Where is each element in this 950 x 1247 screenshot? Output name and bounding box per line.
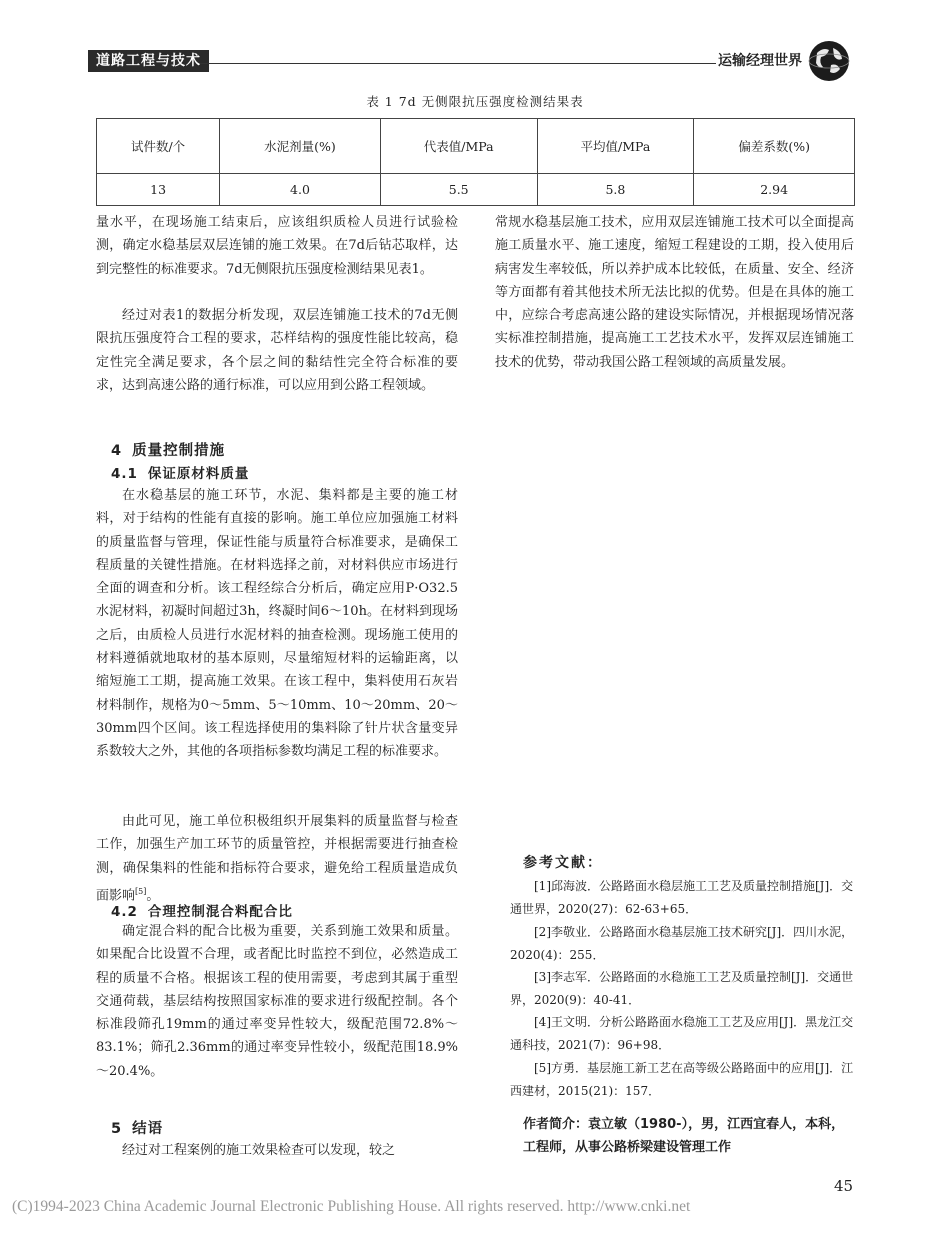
subsection-number: 4.1 <box>111 466 138 482</box>
section-number: 5 <box>111 1121 123 1137</box>
paragraph-end: 。 <box>146 888 160 904</box>
table-cell: 5.5 <box>380 174 537 206</box>
reference-item: [4]王文明．分析公路路面水稳施工工艺及应用[J]．黑龙江交通科技，2021(7)：96+98． <box>510 1015 854 1052</box>
table-cell: 5.8 <box>537 174 694 206</box>
subsection-title: 合理控制混合料配合比 <box>147 904 293 920</box>
citation-marker: [5] <box>135 886 147 896</box>
table-cell: 13 <box>97 174 220 206</box>
body-paragraph: 常规水稳基层施工技术，应用双层连铺施工技术可以全面提高施工质量水平、施工速度，缩短工程建设的工期，投入使用后病害发生率较低，所以养护成本比较低，在质量、安全、经济等方面都有着其他技术所无法比拟的优势。但是在具体的施工中，应综合考虑高速公路的建设实际情况，并根据现场情况落实标准控制措施，提高施工工艺技术水平，发挥双层连铺施工技术的优势，带动我国公路工程领域的高质量发展。 <box>495 215 854 370</box>
section-title: 结语 <box>132 1121 164 1137</box>
reference-item: [5]方勇．基层施工新工艺在高等级公路路面中的应用[J]．江西建材，2015(21)：157． <box>510 1061 854 1098</box>
reference-item: [1]邱海波．公路路面水稳层施工工艺及质量控制措施[J]．交通世界，2020(27)：62-63+65． <box>510 879 854 916</box>
body-paragraph: 量水平，在现场施工结束后，应该组织质检人员进行试验检测，确定水稳基层双层连铺的施工效果。在7d后钻芯取样，达到完整性的标准要求。7d无侧限抗压强度检测结果见表1。 <box>96 215 458 277</box>
copyright-notice: (C)1994-2023 China Academic Journal Electronic Publishing House. All rights reserved. http://www.cnki.net <box>12 1198 691 1215</box>
section-title: 质量控制措施 <box>132 443 226 459</box>
section-number: 4 <box>111 443 123 459</box>
table-cell: 4.0 <box>220 174 381 206</box>
table-cell: 2.94 <box>694 174 855 206</box>
body-paragraph: 确定混合料的配合比极为重要，关系到施工效果和质量。如果配合比设置不合理，或者配比时监控不到位，必然造成工程的质量不合格。根据该工程的使用需要，考虑到其属于重型交通荷载，基层结构按照国家标准的要求进行级配控制。各个标准段筛孔19mm的通过率变异性较大，级配范围72.8%～83.1%；筛孔2.36mm的通过率变异性较小，级配范围18.9%～20.4%。 <box>96 924 458 1079</box>
header-rule <box>200 63 716 64</box>
section-label: 道路工程与技术 <box>88 50 209 72</box>
table-header-row <box>97 119 855 174</box>
table-row <box>97 174 855 206</box>
reference-item: [2]李敬业．公路路面水稳基层施工技术研究[J]．四川水泥，2020(4)：255． <box>510 925 854 962</box>
reference-item: [3]李志军．公路路面的水稳施工工艺及质量控制[J]．交通世界，2020(9)：40-41． <box>510 970 854 1007</box>
journal-name: 运输经理世界 <box>718 53 802 69</box>
body-paragraph: 经过对工程案例的施工效果检查可以发现，较之 <box>122 1143 396 1158</box>
table-header-cell: 试件数/个 <box>97 119 220 174</box>
subsection-heading <box>111 462 249 482</box>
author-bio: 作者简介：袁立敏（1980-），男，江西宜春人，本科，工程师，从事公路桥梁建设管理工作 <box>523 1117 845 1155</box>
body-paragraph <box>96 810 458 908</box>
table-caption: 表 1 7d 无侧限抗压强度检测结果表 <box>366 94 584 109</box>
subsection-heading <box>111 900 293 920</box>
paragraph-text: 由此可见，施工单位积极组织开展集料的质量监督与检查工作，加强生产加工环节的质量管控，并根据需要进行抽查检测，确保集料的性能和指标符合要求，避免给工程质量造成负面影响 <box>96 814 458 904</box>
table-header-cell: 代表值/MPa <box>380 119 537 174</box>
references-title: 参考文献： <box>523 855 603 871</box>
results-table <box>96 118 855 206</box>
subsection-number: 4.2 <box>111 904 138 920</box>
globe-logo-icon <box>807 39 851 83</box>
section-heading <box>111 439 225 460</box>
body-paragraph: 在水稳基层的施工环节，水泥、集料都是主要的施工材料，对于结构的性能有直接的影响。施工单位应加强施工材料的质量监督与管理，保证性能与质量符合标准要求，是确保工程质量的关键性措施。在材料选择之前，对材料供应市场进行全面的调查和分析。该工程经综合分析后，确定应用P·O32.5水泥材料，初凝时间超过3h，终凝时间6～10h。在材料到现场之后，由质检人员进行水泥材料的抽查检测。现场施工使用的材料遵循就地取材的基本原则，尽量缩短材料的运输距离，以缩短施工工期，提高施工效果。在该工程中，集料使用石灰岩材料制作，规格为0～5mm、5～10mm、10～20mm、20～30mm四个区间。该工程选择使用的集料除了针片状含量变异系数较大之外，其他的各项指标参数均满足工程的标准要求。 <box>96 488 458 760</box>
page-number: 45 <box>834 1177 854 1195</box>
table-header-cell: 水泥剂量(%) <box>220 119 381 174</box>
section-heading <box>111 1117 163 1138</box>
subsection-title: 保证原材料质量 <box>147 466 250 482</box>
body-paragraph: 经过对表1的数据分析发现，双层连铺施工技术的7d无侧限抗压强度符合工程的要求，芯样结构的强度性能比较高，稳定性完全满足要求，各个层之间的黏结性完全符合标准的要求，达到高速公路的通行标准，可以应用到公路工程领域。 <box>96 308 458 393</box>
table-header-cell: 平均值/MPa <box>537 119 694 174</box>
table-header-cell: 偏差系数(%) <box>694 119 855 174</box>
